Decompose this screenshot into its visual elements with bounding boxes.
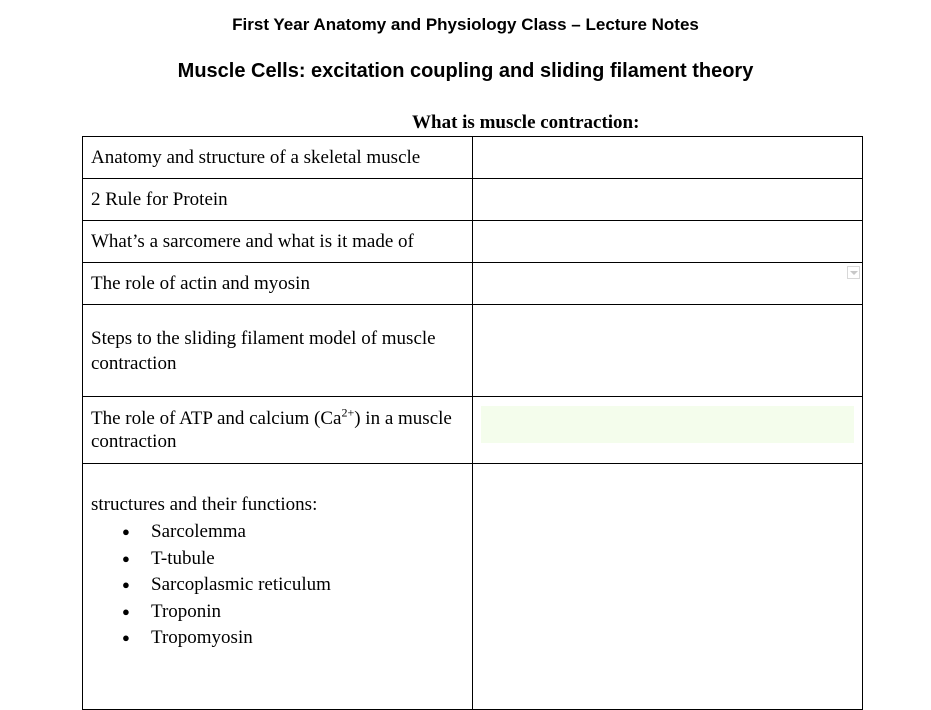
bullet-icon: ● [122,630,130,645]
topic-cell[interactable]: Anatomy and structure of a skeletal muscle [83,137,473,179]
lecture-title: Muscle Cells: excitation coupling and sliding filament theory [177,60,754,82]
bullet-icon: ● [122,524,130,539]
list-item-label: Sarcolemma [151,521,246,542]
list-item-label: Troponin [151,600,222,622]
topic-cell[interactable]: The role of actin and myosin [83,263,473,305]
notes-cell[interactable] [473,464,863,710]
notes-cell[interactable] [473,137,863,179]
notes-cell[interactable] [473,221,863,263]
list-item [91,625,464,652]
list-item [91,519,464,546]
bullet-icon: ● [122,603,130,619]
list-item [91,599,464,626]
topic-cell[interactable]: What’s a sarcomere and what is it made of [83,221,473,263]
notes-cell[interactable] [473,179,863,221]
table-row [83,179,863,221]
structure-list [91,519,464,652]
table-row [83,305,863,397]
topic-cell[interactable] [83,464,473,710]
section-heading: What is muscle contraction: [412,112,640,133]
topic-cell[interactable] [83,397,473,464]
topic-text: ) in a muscle contraction [91,408,452,452]
notes-cell[interactable] [473,305,863,397]
list-item [91,546,464,573]
lecture-notes-table [82,136,863,710]
table-row [83,137,863,179]
class-title: First Year Anatomy and Physiology Class – Lecture Notes [232,15,699,34]
topic-cell[interactable]: Steps to the sliding filament model of muscle contraction [83,305,473,397]
topic-text: The role of ATP and calcium (Ca [91,408,342,429]
list-item [91,572,464,599]
topic-cell[interactable]: 2 Rule for Protein [83,179,473,221]
table-row [83,263,863,305]
chevron-down-icon[interactable] [847,266,860,279]
bullet-icon: ● [122,577,130,592]
notes-cell[interactable] [473,397,863,464]
highlighted-answer-area[interactable] [481,406,854,443]
notes-cell[interactable] [473,263,863,305]
topic-text: structures and their functions: [91,494,318,515]
table-row [83,397,863,464]
calcium-charge-superscript: 2+ [341,405,355,420]
bullet-icon: ● [122,550,130,566]
list-item-label: Sarcoplasmic reticulum [151,574,331,595]
table-row [83,221,863,263]
table-row [83,464,863,710]
list-item-label: T-tubule [151,547,215,569]
list-item-label: Tropomyosin [151,627,253,648]
